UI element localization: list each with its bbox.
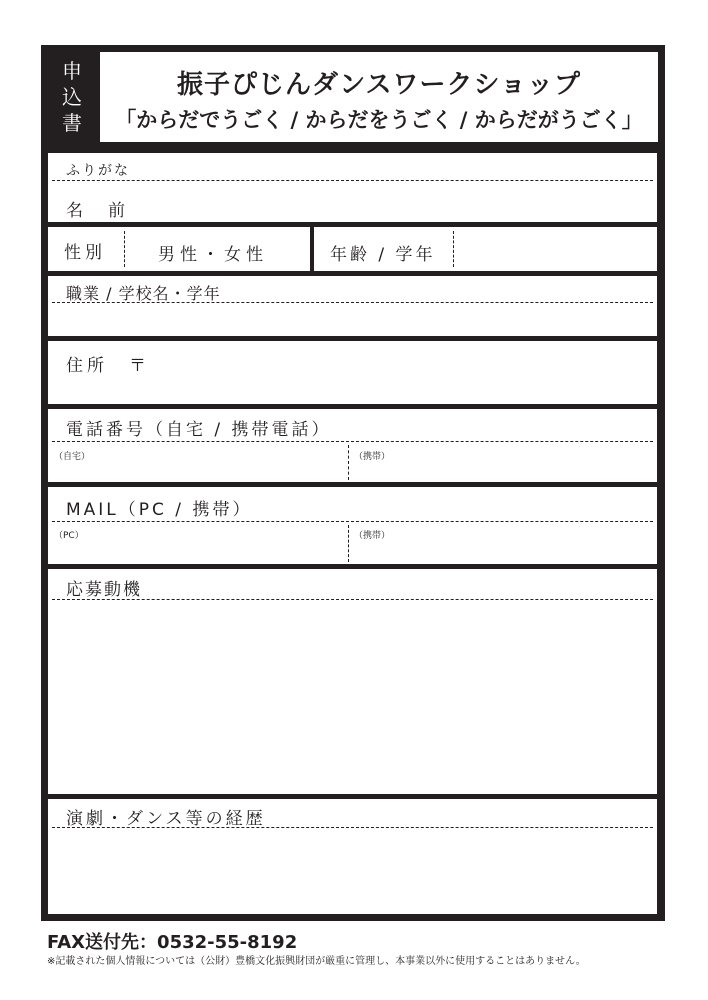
mail-mobile-label: （携帯） [354, 531, 391, 541]
gender-options[interactable]: 男性・女性 [158, 245, 268, 265]
furigana-divider [52, 180, 653, 181]
mail-label: MAIL（PC / 携帯） [66, 500, 253, 520]
experience-panel [48, 799, 657, 914]
phone-panel [48, 409, 657, 482]
fax-number: FAX送付先：0532-55-8192 [47, 932, 298, 953]
motivation-input-area[interactable] [56, 603, 649, 790]
occupation-divider [52, 302, 653, 303]
furigana-label: ふりがな [66, 163, 130, 179]
application-form-label [48, 52, 96, 142]
name-panel [48, 153, 657, 222]
mail-pc-label: （PC） [54, 531, 84, 541]
address-label: 住所 〒 [66, 356, 150, 376]
side-char-2: 込 [62, 85, 82, 109]
page-title: 振子ぴじんダンスワークショップ [177, 70, 581, 100]
age-input-area[interactable] [460, 231, 649, 267]
experience-divider [52, 827, 653, 828]
side-char-1: 申 [62, 59, 82, 83]
gender-divider [124, 231, 125, 267]
address-panel [48, 341, 657, 404]
address-input-area[interactable] [148, 347, 649, 400]
mail-mobile-input[interactable] [354, 541, 649, 562]
motivation-panel [48, 569, 657, 794]
title-box [100, 52, 658, 142]
page-subtitle: 「からだでうごく / からだをうごく / からだがうごく」 [115, 108, 643, 132]
privacy-note: ※記載された個人情報については（公財）豊橋文化振興財団が厳重に管理し、本事業以外に使用することはありません。 [47, 956, 586, 967]
phone-divider [52, 441, 653, 442]
phone-home-label: （自宅） [54, 452, 91, 462]
experience-label: 演劇・ダンス等の経歴 [66, 809, 266, 829]
motivation-label: 応募動機 [66, 580, 142, 600]
gender-age-separator [310, 227, 314, 271]
mail-split [348, 525, 349, 562]
phone-label: 電話番号（自宅 / 携帯電話） [66, 420, 332, 440]
phone-split [348, 445, 349, 480]
occupation-label: 職業 / 学校名・学年 [66, 284, 221, 303]
name-label: 名 前 [66, 201, 129, 221]
name-input-area[interactable] [168, 183, 649, 218]
occupation-panel [48, 276, 657, 336]
occupation-input-area[interactable] [56, 306, 649, 332]
age-label: 年齢 / 学年 [330, 245, 436, 265]
motivation-divider [52, 599, 653, 600]
gender-age-panel [48, 227, 657, 271]
age-divider [453, 231, 454, 267]
phone-home-input[interactable] [54, 461, 344, 480]
phone-mobile-input[interactable] [354, 461, 649, 480]
experience-input-area[interactable] [56, 831, 649, 910]
phone-mobile-label: （携帯） [354, 452, 391, 462]
mail-divider [52, 521, 653, 522]
gender-label: 性別 [64, 243, 106, 263]
side-char-3: 書 [62, 111, 82, 135]
mail-panel [48, 487, 657, 564]
mail-pc-input[interactable] [54, 541, 344, 562]
